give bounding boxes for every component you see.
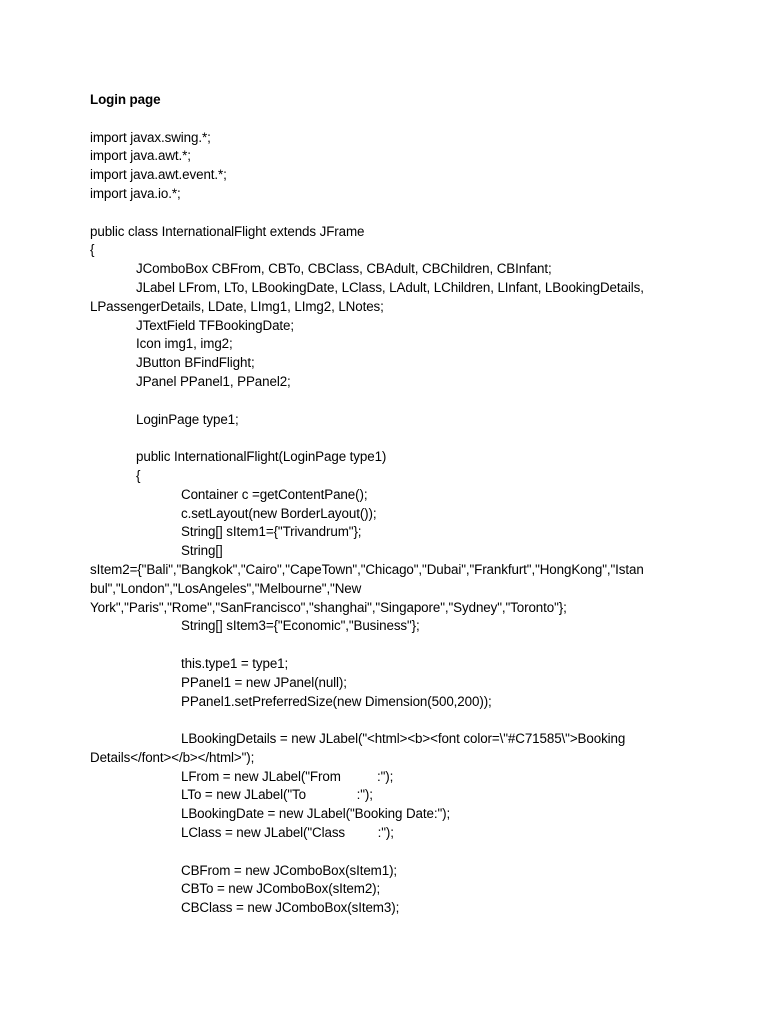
- code-line: LBookingDetails = new JLabel("<html><b><font color=\"#C71585\">Booking: [181, 731, 626, 747]
- code-line: public InternationalFlight(LoginPage type1): [136, 449, 387, 465]
- code-line: LTo = new JLabel("To :");: [181, 787, 373, 803]
- document-body: [90, 91, 680, 918]
- code-line: LBookingDate = new JLabel("Booking Date:");: [181, 806, 451, 822]
- code-line: JPanel PPanel1, PPanel2;: [136, 373, 291, 389]
- code-line: String[] sItem3={"Economic","Business"};: [181, 618, 420, 634]
- code-line: import java.awt.*;: [90, 148, 191, 164]
- code-line: JComboBox CBFrom, CBTo, CBClass, CBAdult, CBChildren, CBInfant;: [136, 261, 552, 277]
- document-title: Login page: [90, 92, 161, 107]
- blank-line: [90, 429, 680, 448]
- code-line: JLabel LFrom, LTo, LBookingDate, LClass, LAdult, LChildren, LInfant, LBookingDetails,: [136, 279, 644, 295]
- code-line: CBTo = new JComboBox(sItem2);: [181, 881, 381, 897]
- code-line: York","Paris","Rome","SanFrancisco","shanghai","Singapore","Sydney","Toronto"};: [90, 599, 567, 615]
- code-line: {: [90, 242, 95, 258]
- code-line: CBFrom = new JComboBox(sItem1);: [181, 862, 398, 878]
- code-line: import javax.swing.*;: [90, 129, 211, 145]
- code-line: PPanel1 = new JPanel(null);: [181, 674, 347, 690]
- blank-line: [90, 843, 680, 862]
- code-line: String[]: [181, 543, 223, 559]
- code-line: import java.io.*;: [90, 185, 181, 201]
- code-line: CBClass = new JComboBox(sItem3);: [181, 900, 400, 916]
- code-line: Icon img1, img2;: [136, 336, 233, 352]
- code-line: PPanel1.setPreferredSize(new Dimension(500,200));: [181, 693, 492, 709]
- code-line: import java.awt.event.*;: [90, 167, 227, 183]
- code-line: bul","London","LosAngeles","Melbourne","New: [90, 580, 362, 596]
- code-line: sItem2={"Bali","Bangkok","Cairo","CapeTown","Chicago","Dubai","Frankfurt","HongKong","Istan: [90, 561, 644, 577]
- code-line: Details</font></b></html>");: [90, 749, 255, 765]
- code-line: LoginPage type1;: [136, 411, 239, 427]
- code-line: LPassengerDetails, LDate, LImg1, LImg2, LNotes;: [90, 298, 384, 314]
- blank-line: [90, 636, 680, 655]
- code-line: c.setLayout(new BorderLayout());: [181, 505, 377, 521]
- code-line: Container c =getContentPane();: [181, 486, 368, 502]
- code-line: this.type1 = type1;: [181, 655, 289, 671]
- code-line: LFrom = new JLabel("From :");: [181, 768, 394, 784]
- blank-line: [90, 204, 680, 223]
- blank-line: [90, 392, 680, 411]
- code-line: JTextField TFBookingDate;: [136, 317, 295, 333]
- code-line: String[] sItem1={"Trivandrum"};: [181, 524, 362, 540]
- code-line: {: [136, 467, 141, 483]
- blank-line: [90, 110, 680, 129]
- blank-line: [90, 711, 680, 730]
- code-line: JButton BFindFlight;: [136, 355, 255, 371]
- code-line: public class InternationalFlight extends JFrame: [90, 223, 365, 239]
- code-line: LClass = new JLabel("Class :");: [181, 825, 394, 841]
